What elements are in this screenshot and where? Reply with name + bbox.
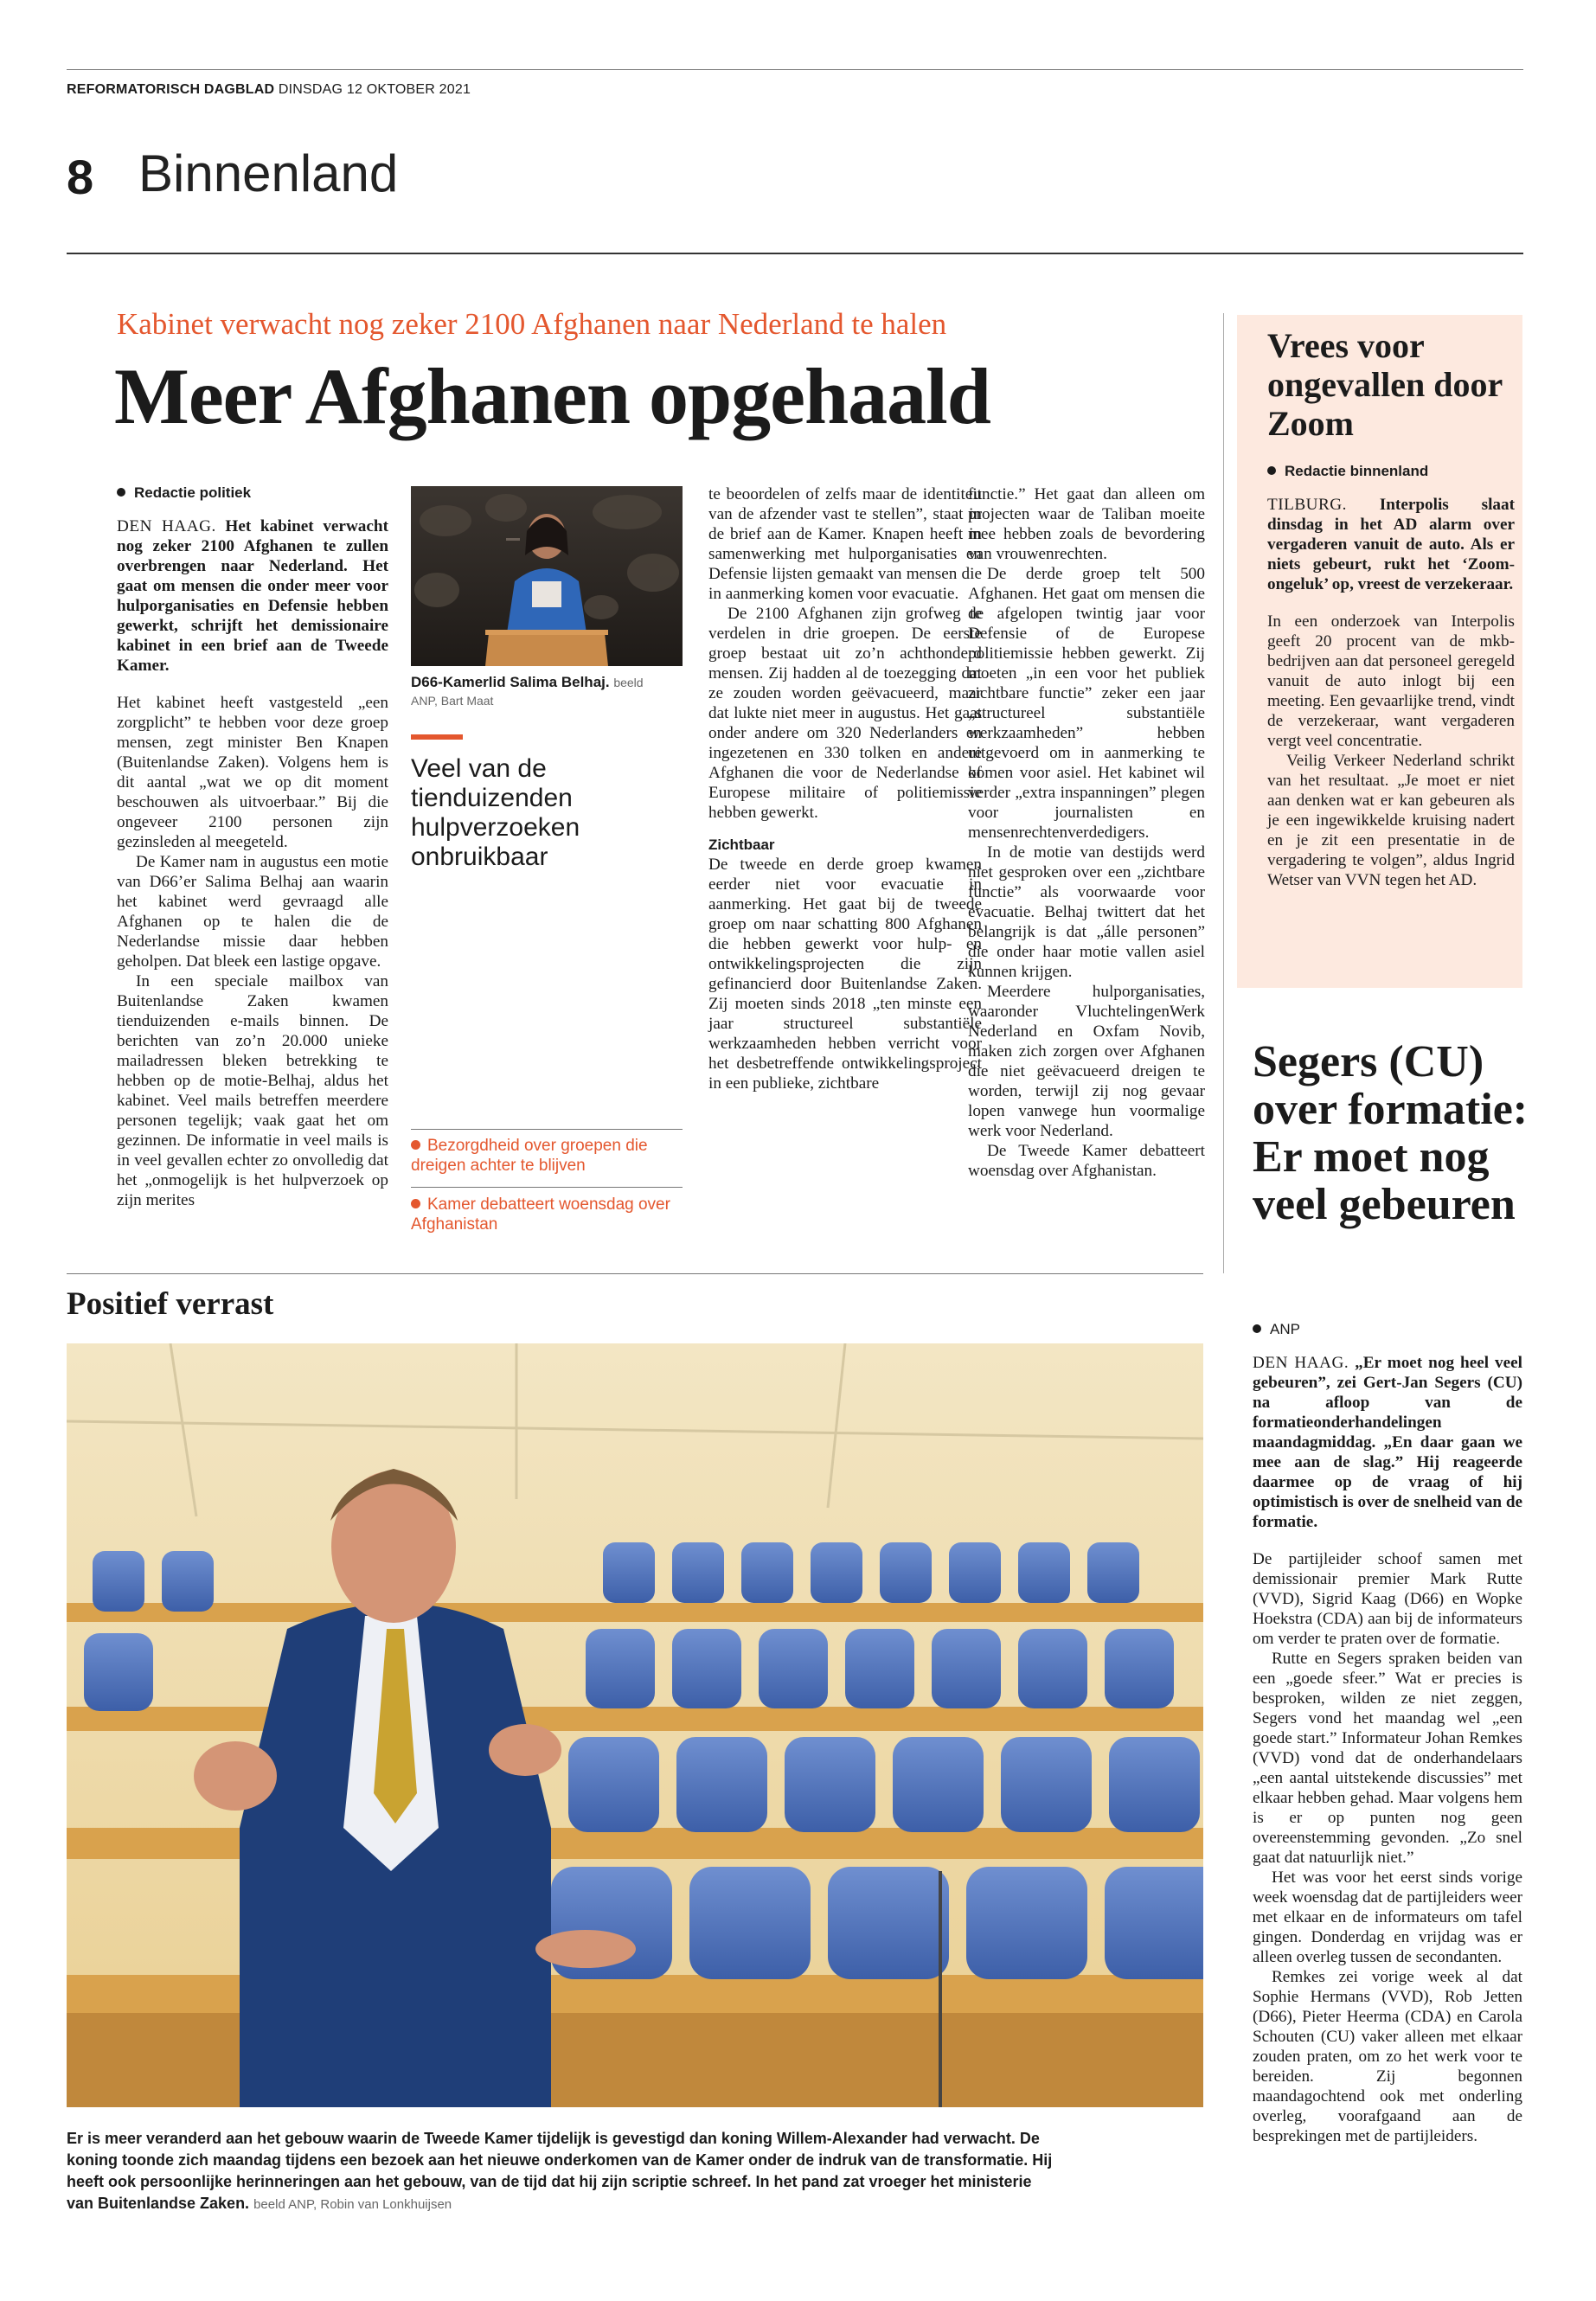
paragraph: Rutte en Segers spraken beiden van een „goede sfeer.” Wat er precies is besproken, wilden ze niet zeggen, Segers vond het maandag wel „een goede start.” Informateur Johan Remkes (VVD) vond dat de onderhandelaars „een aantal uitstekende discussies” met elkaar hebben gehad. Maar volgens hem is er op punten nog geen overeenstemming gevonden. „Zo snel gaat dat natuurlijk niet.” xyxy=(1253,1650,1522,1867)
paragraph: functie.” Het gaat dan alleen om projecten waar de Taliban moeite mee hebben zoals de bevordering van vrouwenrechten. xyxy=(968,485,1205,563)
pullquote-accent xyxy=(411,734,463,740)
paragraph: De tweede en derde groep kwamen eerder niet voor evacuatie in aanmerking. Het gaat bij de tweede groep om naar schatting 800 Afghanen die hebben gewerkt voor hulp- en ontwikkelingsprojecten die zijn gefinancierd door Buitenlandse Zaken. Zij moeten sinds 2018 „ten minste een jaar structureel substantiële werkzaamheden hebben verricht voor het desbetreffende ontwikkelingsproject in een publieke, zichtbare xyxy=(708,856,982,1093)
article-byline: Redactie politiek xyxy=(117,483,388,503)
subhead: Zichtbaar xyxy=(708,836,775,853)
sidebar-dateline: TILBURG. xyxy=(1267,496,1347,514)
bullet-icon xyxy=(411,1140,420,1150)
feature-headline: Positief verrast xyxy=(67,1286,274,1322)
photo-credit: ANP, Bart Maat xyxy=(411,694,494,708)
pullquote: Veel van de tienduizenden hulpverzoeken onbruikbaar xyxy=(411,754,580,871)
sidebar-headline: Vrees voor ongevallen door Zoom xyxy=(1267,326,1503,443)
photo-caption-text: D66-Kamerlid Salima Belhaj. xyxy=(411,674,610,690)
paragraph: In een onderzoek van Interpolis geeft 20 procent van de mkb-bedrijven aan dat personeel geregeld vanuit de auto inlogt bij een meeting. Een gevaarlijke trend, vindt de verzekeraar, want vergaderen vergt veel concentratie. xyxy=(1267,612,1515,750)
sidebar-byline: Redactie binnenland xyxy=(1267,461,1515,481)
paragraph: In de motie van destijds werd niet gesproken over een „zichtbare functie” als voorwaarde voor evacuatie. Belhaj twittert dat het belangrijk is dat „álle personen” die onder haar motie vallen asiel kunnen krijgen. xyxy=(968,843,1205,981)
sidebar-lead: TILBURG. Interpolis slaat dinsdag in het AD alarm over vergaderen vanuit de auto. Als er niets gebeurt, rukt het ‘Zoom-ongeluk’ op, vreest de verzekeraar. xyxy=(1267,496,1515,593)
article-kicker: Kabinet verwacht nog zeker 2100 Afghanen naar Nederland te halen xyxy=(117,307,947,341)
top-rule xyxy=(67,69,1523,70)
article-column-3 xyxy=(708,484,982,1093)
related-link[interactable]: Bezorgdheid over groepen die dreigen achter te blijven xyxy=(411,1137,648,1175)
article-column-4 xyxy=(968,484,1205,1181)
feature-caption xyxy=(67,2128,1053,2215)
paragraph: De derde groep telt 500 Afghanen. Het gaat om mensen die de afgelopen twintig jaar voor Defensie of de Europese politiemissie hebben gewerkt. Zij moeten „in een voor het publiek zichtbare functie” zeker een jaar „structureel substantiële werkzaamheden” hebben uitgevoerd om in aanmerking te komen voor asiel. Het kabinet wil verder „extra inspanningen” plegen voor journalisten en mensenrechtenverdedigers. xyxy=(968,565,1205,842)
paragraph: De partijleider schoof samen met demissionair premier Mark Rutte (VVD), Sigrid Kaag (D66) en Wopke Hoekstra (CDA) aan bij de informateurs om verder te praten over de formatie. xyxy=(1253,1550,1522,1648)
bullet-icon xyxy=(1267,466,1276,475)
feature-rule xyxy=(67,1273,1203,1274)
header-rule xyxy=(67,253,1523,254)
king-photo xyxy=(67,1343,1203,2107)
segers-headline: Segers (CU) over formatie: Er moet nog veel gebeuren xyxy=(1253,1037,1529,1229)
paragraph: De 2100 Afghanen zijn grofweg te verdelen in drie groepen. De eerste groep bestaat uit zo’n achthonderd mensen. Zij hadden al de toezegging dat ze zouden worden geëvacueerd, maar dat lukte niet meer in augustus. Het gaat onder andere om 320 Nederlanders en ingezetenen en 330 tolken en andere Afghanen die voor de Nederlandse of Europese militaire of politiemissie hebben gewerkt. xyxy=(708,605,982,822)
segers-body xyxy=(1253,1319,1522,2146)
related-rule xyxy=(411,1129,683,1130)
column-separator xyxy=(1223,313,1224,1273)
paragraph: De Kamer nam in augustus een motie van D66’er Salima Belhaj aan waarin het kabinet werd gevraagd alle Afghanen op te halen die de Nederlandse missie daar hebben geholpen. Dat bleek een lastige opgave. xyxy=(117,853,388,971)
photo-credit-label: beeld xyxy=(613,676,644,689)
related-link[interactable]: Kamer debatteert woensdag over Afghanistan xyxy=(411,1195,670,1234)
bullet-icon xyxy=(411,1199,420,1208)
segers-dateline: DEN HAAG. xyxy=(1253,1354,1349,1372)
sidebar-body xyxy=(1267,461,1515,890)
article-dateline: DEN HAAG. xyxy=(117,517,216,535)
paragraph: Remkes zei vorige week al dat Sophie Hermans (VVD), Rob Jetten (D66), Pieter Heerma (CDA) en Carola Schouten (CU) vaker alleen met elkaar zouden praten, om zo het werk voor te bereiden. Zij begonnen maandagochtend ook met onderling overleg, voorafgaand aan de besprekingen met de partijleiders. xyxy=(1253,1968,1522,2145)
bullet-icon xyxy=(117,488,125,497)
related-rule xyxy=(411,1187,683,1188)
paragraph: Veilig Verkeer Nederland schrikt van het resultaat. „Je moet er niet aan denken wat er kan gebeuren als je een ingewikkelde kruising nadert en je zit een presentatie in de vergadering te volgen”, aldus Ingrid Wetser van VVN tegen het AD. xyxy=(1267,752,1515,889)
segers-byline: ANP xyxy=(1253,1319,1522,1339)
section-title: Binnenland xyxy=(138,144,399,202)
article-headline: Meer Afghanen opgehaald xyxy=(114,352,990,440)
paper-name: REFORMATORISCH DAGBLAD xyxy=(67,82,275,97)
paragraph: De Tweede Kamer debatteert woensdag over Afghanistan. xyxy=(968,1142,1205,1180)
paragraph: te beoordelen of zelfs maar de identiteit van de afzender vast te stellen”, staat in de brief aan de Kamer. Knapen heeft in samenwerking met hulporganisaties en Defensie lijsten gemaakt van mensen die in aanmerking komen voor evacuatie. xyxy=(708,485,982,603)
feature-caption-text: Er is meer veranderd aan het gebouw waarin de Tweede Kamer tijdelijk is gevestigd dan koning Willem-Alexander had verwacht. De koning toonde zich maandag tijdens een bezoek aan het nieuwe onderkomen van de Kamer onder de indruk van de transformatie. Hij heeft ook persoonlijke herinneringen aan het gebouw, van de tijd dat hij zijn scriptie schreef. In het pand zat vroeger het ministerie van Buitenlandse Zaken. xyxy=(67,2130,1053,2212)
belhaj-photo xyxy=(411,486,683,666)
photo-caption xyxy=(411,673,683,710)
paragraph: Het was voor het eerst sinds vorige week woensdag dat de partijleiders weer met elkaar en de informateurs om tafel gingen. Donderdag en vrijdag was er alleen overleg tussen de secondanten. xyxy=(1253,1868,1522,1966)
paragraph: Het kabinet heeft vastgesteld „een zorgplicht” te hebben voor deze groep mensen, zegt minister Ben Knapen (Buitenlandse Zaken). Volgens hem is dit aantal „wat we op dit moment beschouwen als uitvoerbaar.” Bij die ongeveer 2100 personen zijn gezinsleden al meegeteld. xyxy=(117,694,388,851)
segers-lead: DEN HAAG. „Er moet nog heel veel gebeuren”, zei Gert-Jan Segers (CU) na afloop van de formatieonderhandelingen maandagmiddag. „En daar gaan we mee aan de slag.” Hij reageerde daarmee op de vraag of hij optimistisch is over de snelheid van de formatie. xyxy=(1253,1354,1523,1531)
masthead xyxy=(67,82,471,98)
article-lead: DEN HAAG. Het kabinet verwacht nog zeker 2100 Afghanen te zullen overbrengen naar Nederland. Het gaat om mensen die onder meer voor hulporganisaties en Defensie hebben gewerkt, schrijft het demissionaire kabinet in een brief aan de Tweede Kamer. xyxy=(117,517,388,675)
page-number: 8 xyxy=(67,150,94,204)
issue-date: DINSDAG 12 OKTOBER 2021 xyxy=(278,82,471,97)
article-column-1 xyxy=(117,483,388,1210)
feature-credit: beeld ANP, Robin van Lonkhuijsen xyxy=(253,2197,452,2212)
paragraph: In een speciale mailbox van Buitenlandse Zaken kwamen tienduizenden e-mails binnen. De berichten van zo’n 20.000 unieke mailadressen bleken betrekking te hebben op de motie-Belhaj, aldus het kabinet. Veel mails betreffen meerdere personen tegelijk; vaak gaat het om gezinnen. De informatie in veel mails is in veel gevallen echter zo onvolledig dat het „onmogelijk is het hulpverzoek op zijn merites xyxy=(117,972,388,1209)
paragraph: Meerdere hulporganisaties, waaronder VluchtelingenWerk Nederland en Oxfam Novib, maken zich zorgen over Afghanen die niet geëvacueerd dreigen te worden, terwijl zij nog gevaar lopen vanwege hun voormalige werk voor Nederland. xyxy=(968,983,1205,1140)
bullet-icon xyxy=(1253,1324,1261,1333)
